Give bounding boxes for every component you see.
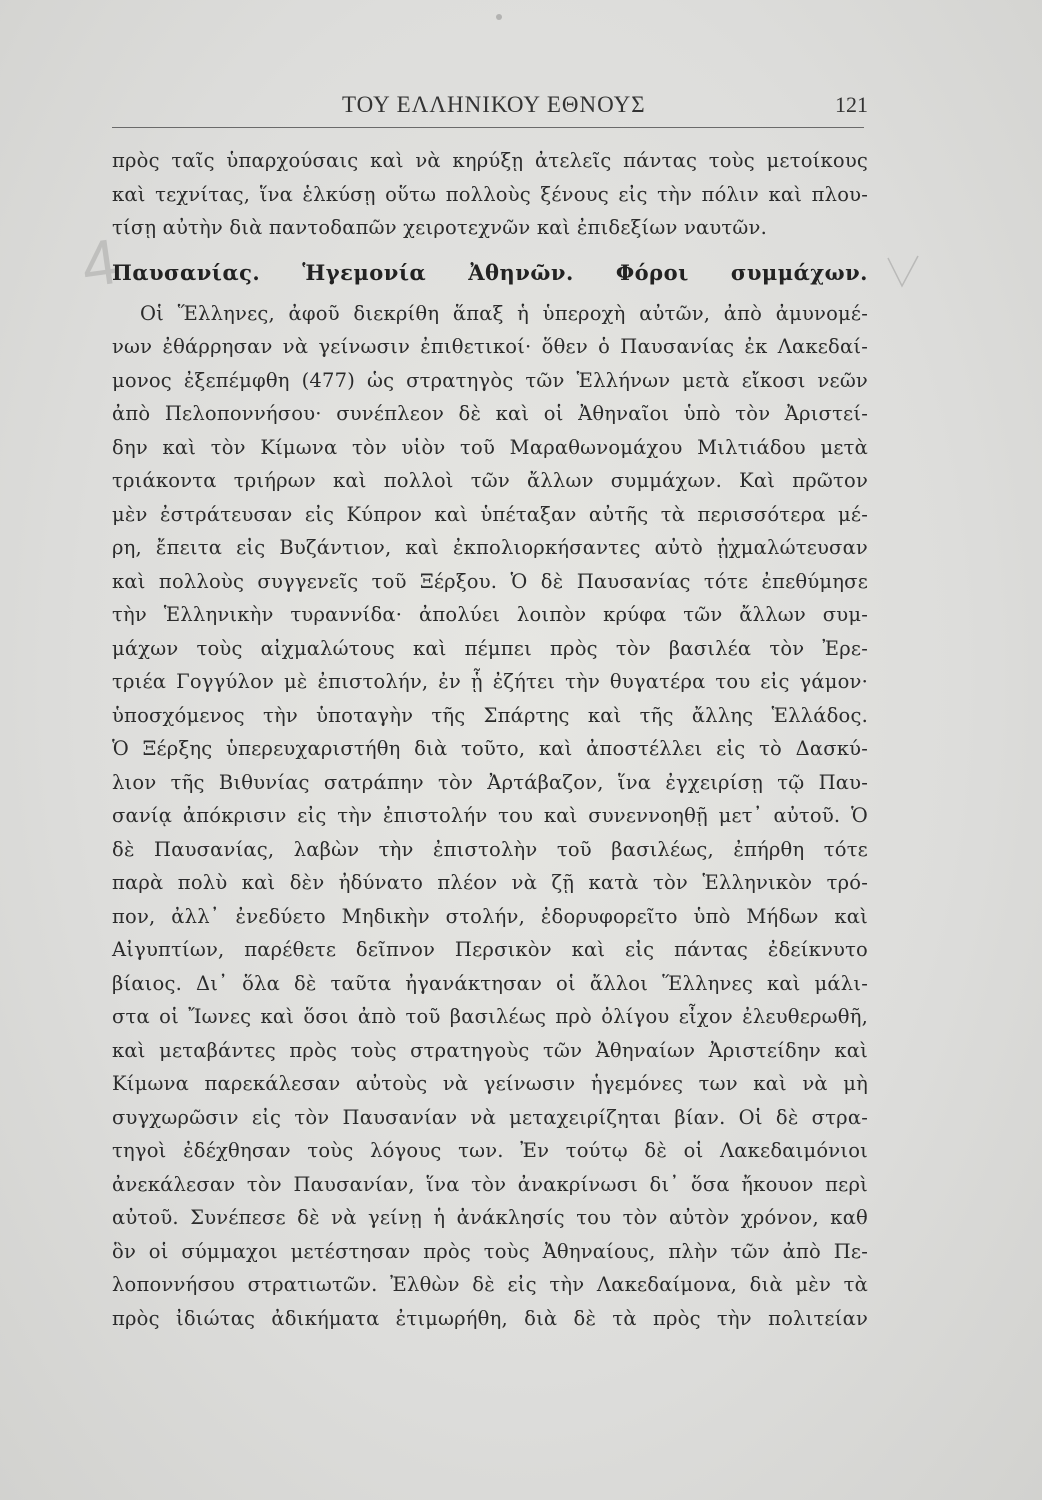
text-line: ἀπὸ Πελοποννήσου· συνέπλεον δὲ καὶ οἱ Ἀθηναῖοι ὑπὸ τὸν Ἀριστεί- [112, 402, 868, 425]
text-line: Οἱ Ἕλληνες, ἀφοῦ διεκρίθη ἅπαξ ἡ ὑπεροχὴ αὐτῶν, ἀπὸ ἀμυνομέ- [140, 301, 868, 325]
text-line: μάχων τοὺς αἰχμαλώτους καὶ πέμπει πρὸς τὸν βασιλέα τὸν Ἐρε- [112, 636, 868, 660]
text-line: ρη, ἔπειτα εἰς Βυζάντιον, καὶ ἐκπολιορκήσαντες αὐτὸ ᾐχμαλώτευσαν [112, 536, 868, 559]
text-line: λοποννήσου στρατιωτῶν. Ἐλθὼν δὲ εἰς τὴν Λακεδαίμονα, διὰ μὲν τὰ [112, 1273, 868, 1296]
running-header [112, 92, 868, 128]
text-line: Αἰγυπτίων, παρέθετε δεῖπνον Περσικὸν καὶ εἰς πάντας ἐδείκνυτο [112, 938, 868, 961]
text-line: πρὸς ἰδιώτας ἀδικήματα ἐτιμωρήθη, διὰ δὲ τὰ πρὸς τὴν πολιτείαν [112, 1306, 868, 1330]
text-line: πρὸς ταῖς ὑπαρχούσαις καὶ νὰ κηρύξῃ ἀτελεῖς πάντας τοὺς μετοίκους [112, 149, 868, 172]
text-line: συγχωρῶσιν εἰς τὸν Παυσανίαν νὰ μεταχειρίζηται βίαν. Οἱ δὲ στρα- [112, 1105, 868, 1129]
running-title: ΤΟΥ ΕΛΛΗΝΙΚΟΥ ΕΘΝΟΥΣ [342, 92, 646, 117]
margin-pencil-stroke [884, 252, 924, 292]
text-line: τριέα Γογγύλον μὲ ἐπιστολήν, ἐν ᾗ ἐζήτει τὴν θυγατέρα του εἰς γάμον· [112, 670, 868, 693]
text-line: τίσῃ αὐτὴν διὰ παντοδαπῶν χειροτεχνῶν καὶ ἐπιδεξίων ναυτῶν. [112, 216, 767, 239]
page-number: 121 [835, 92, 868, 117]
text-line: ἀνεκάλεσαν τὸν Παυσανίαν, ἵνα τὸν ἀνακρίνωσι δι᾽ ὅσα ἤκουον περὶ [112, 1172, 868, 1196]
text-line: τηγοὶ ἐδέχθησαν τοὺς λόγους των. Ἐν τούτῳ δὲ οἱ Λακεδαιμόνιοι [112, 1139, 868, 1162]
text-line: καὶ τεχνίτας, ἵνα ἑλκύσῃ οὕτω πολλοὺς ξένους εἰς τὴν πόλιν καὶ πλου- [112, 182, 868, 206]
text-line: παρὰ πολὺ καὶ δὲν ἠδύνατο πλέον νὰ ζῇ κατὰ τὸν Ἑλληνικὸν τρό- [112, 871, 868, 894]
body-text [112, 144, 868, 1335]
text-line: μονος ἐξεπέμφθη (477) ὡς στρατηγὸς τῶν Ἑλλήνων μετὰ εἴκοσι νεῶν [112, 368, 868, 392]
header-rule [112, 127, 864, 128]
text-line: Ὁ Ξέρξης ὑπερευχαριστήθη διὰ τοῦτο, καὶ ἀποστέλλει εἰς τὸ Δασκύ- [112, 737, 868, 760]
section-heading: Παυσανίας. Ἡγεμονία Ἀθηνῶν. Φόροι συμμάχων. [112, 259, 868, 285]
text-line: καὶ πολλοὺς συγγενεῖς τοῦ Ξέρξου. Ὁ δὲ Παυσανίας τότε ἐπεθύμησε [112, 569, 868, 593]
text-line: καὶ μεταβάντες πρὸς τοὺς στρατηγοὺς τῶν Ἀθηναίων Ἀριστείδην καὶ [112, 1038, 868, 1062]
text-line: στα οἱ Ἴωνες καὶ ὅσοι ἀπὸ τοῦ βασιλέως πρὸ ὀλίγου εἶχον ἐλευθερωθῆ, [112, 1005, 868, 1028]
text-line: ὑποσχόμενος τὴν ὑποταγὴν τῆς Σπάρτης καὶ τῆς ἄλλης Ἑλλάδος. [112, 703, 868, 727]
text-line: μὲν ἐστράτευσαν εἰς Κύπρον καὶ ὑπέταξαν αὐτῆς τὰ περισσότερα μέ- [112, 502, 868, 526]
text-line: δὲ Παυσανίας, λαβὼν τὴν ἐπιστολὴν τοῦ βασιλέως, ἐπήρθη τότε [112, 837, 868, 861]
text-line: Κίμωνα παρεκάλεσαν αὐτοὺς νὰ γείνωσιν ἡγεμόνες των καὶ νὰ μὴ [112, 1072, 868, 1095]
text-line: νων ἐθάρρησαν νὰ γείνωσιν ἐπιθετικοί· ὅθεν ὁ Παυσανίας ἐκ Λακεδαί- [112, 335, 868, 358]
text-line: σανίᾳ ἀπόκρισιν εἰς τὴν ἐπιστολήν του καὶ συνεννοηθῇ μετ᾽ αὐτοῦ. Ὁ [112, 804, 868, 827]
text-line: ὃν οἱ σύμμαχοι μετέστησαν πρὸς τοὺς Ἀθηναίους, πλὴν τῶν ἀπὸ Πε- [112, 1239, 868, 1263]
text-line: δην καὶ τὸν Κίμωνα τὸν υἱὸν τοῦ Μαραθωνομάχου Μιλτιάδου μετὰ [112, 435, 868, 459]
text-line: βίαιος. Δι᾽ ὅλα δὲ ταῦτα ἠγανάκτησαν οἱ ἄλλοι Ἕλληνες καὶ μάλι- [112, 971, 868, 995]
text-line: τὴν Ἑλληνικὴν τυραννίδα· ἀπολύει λοιπὸν κρύφα τῶν ἄλλων συμ- [112, 603, 868, 626]
text-line: τριάκοντα τριήρων καὶ πολλοὶ τῶν ἄλλων συμμάχων. Καὶ πρῶτον [112, 469, 868, 492]
margin-pencil-mark: 4 [77, 224, 123, 302]
text-line: πον, ἀλλ᾽ ἐνεδύετο Μηδικὴν στολήν, ἐδορυφορεῖτο ὑπὸ Μήδων καὶ [112, 904, 868, 928]
text-line: αὐτοῦ. Συνέπεσε δὲ νὰ γείνῃ ἡ ἀνάκλησίς του τὸν αὐτὸν χρόνον, καθ [112, 1206, 868, 1229]
ink-speck [496, 14, 502, 20]
text-line: λιον τῆς Βιθυνίας σατράπην τὸν Ἀρτάβαζον, ἵνα ἐγχειρίσῃ τῷ Παυ- [112, 770, 868, 794]
